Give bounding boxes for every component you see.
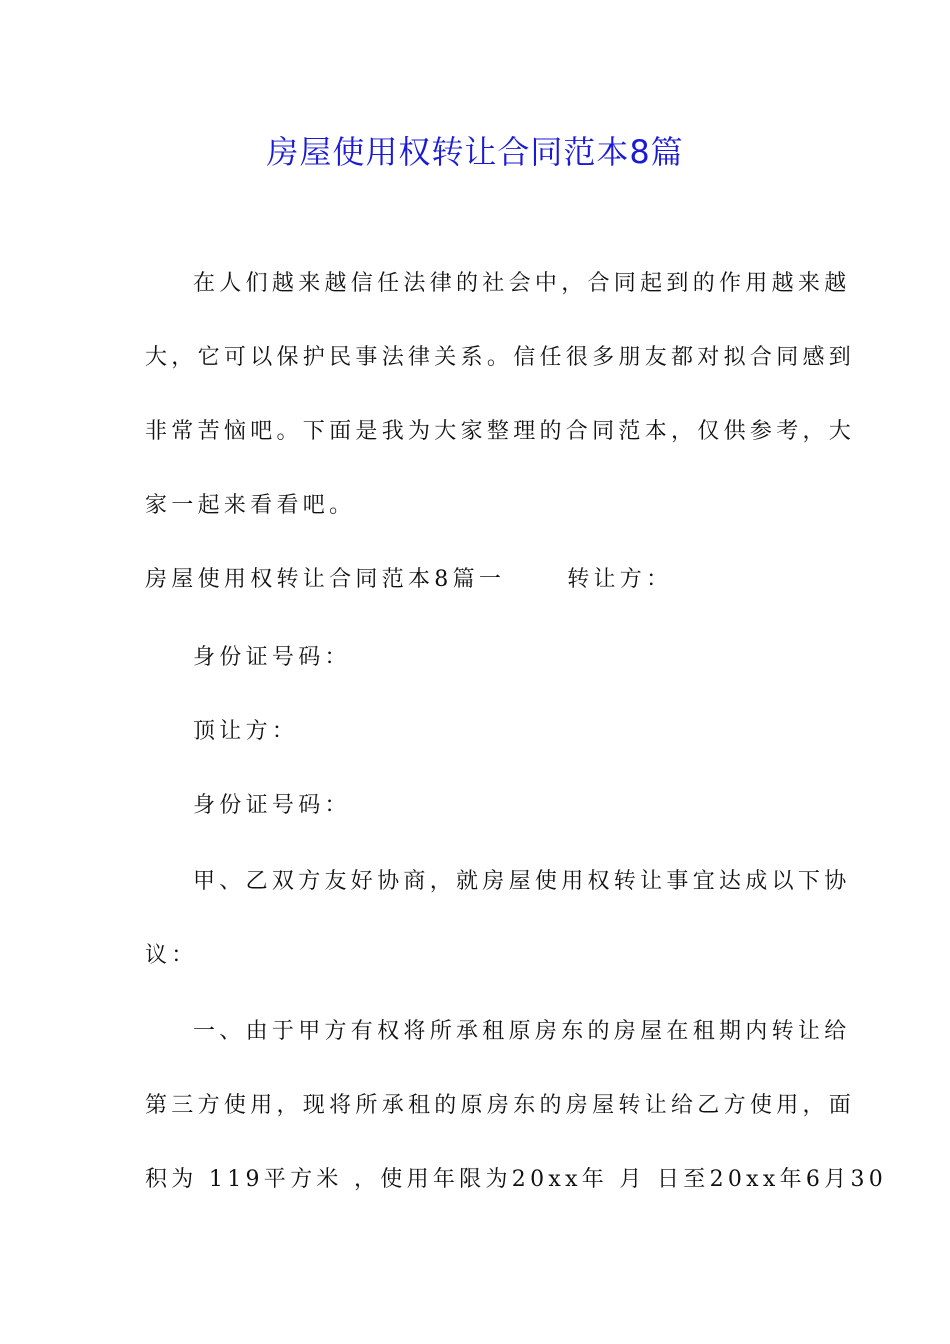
id-number-label-2: 身份证号码： (193, 793, 351, 818)
document-title: 房屋使用权转让合同范本8篇 (266, 133, 684, 171)
intro-line-2: 大，它可以保护民事法律关系。信任很多朋友都对拟合同感到 (145, 345, 856, 370)
transferee-label: 顶让方： (193, 719, 299, 744)
intro-line-4: 家一起来看看吧。 (145, 493, 356, 518)
section-heading-row (145, 564, 672, 596)
id-number-label-1: 身份证号码： (193, 645, 351, 670)
clause-1-line-2: 第三方使用，现将所承租的原房东的房屋转让给乙方使用，面 (145, 1093, 856, 1118)
transferor-label: 转让方： (567, 567, 673, 592)
agreement-line-2: 议： (145, 943, 198, 968)
clause-1-line-1: 一、由于甲方有权将所承租原房东的房屋在租期内转让给 (193, 1019, 851, 1044)
section-heading: 房屋使用权转让合同范本8篇一 (145, 567, 506, 592)
intro-line-3: 非常苦恼吧。下面是我为大家整理的合同范本，仅供参考，大 (145, 419, 856, 444)
intro-line-1: 在人们越来越信任法律的社会中，合同起到的作用越来越 (193, 271, 851, 296)
clause-1-line-3: 积为 119平方米 ，使用年限为20xx年 月 日至20xx年6月30 (145, 1167, 888, 1192)
agreement-line-1: 甲、乙双方友好协商，就房屋使用权转让事宜达成以下协 (193, 869, 851, 894)
